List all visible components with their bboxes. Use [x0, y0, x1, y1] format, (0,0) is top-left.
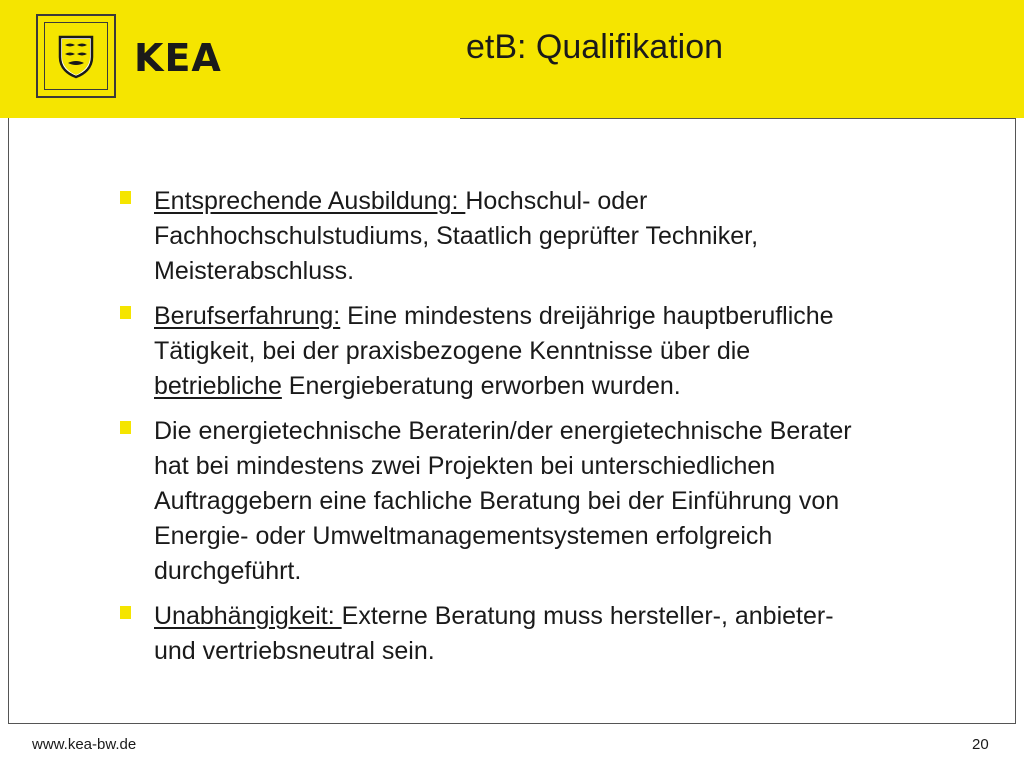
slide-title: etB: Qualifikation [466, 28, 724, 66]
shield-icon [56, 33, 96, 79]
bullet-emphasis: betriebliche [154, 372, 282, 400]
bullet-label: Berufserfahrung: [154, 302, 341, 330]
square-bullet-icon [120, 191, 131, 204]
kea-logo-text: KEA [134, 36, 222, 80]
bullet-label: Unabhängigkeit: [154, 602, 342, 630]
square-bullet-icon [120, 306, 131, 319]
bullet-text: Energieberatung erworben wurden. [281, 372, 681, 400]
bullet-item-ausbildung [116, 184, 876, 289]
bullet-text: Die energietechnische Beraterin/der energietechnische Berater hat bei mindestens zwei Projekten bei unterschiedlichen Auftraggebern eine fachliche Beratung bei der Einführung von Energie- oder Umweltmanagementsystemen erfolgreich durchgeführt. [154, 417, 852, 585]
bullet-text: Hochschul- oder Fachhochschulstudiums, Staatlich geprüfter Techniker, Meisterabschluss. [154, 187, 759, 285]
bullet-item-projekte [116, 414, 876, 589]
bullet-text: Externe Beratung muss hersteller-, anbieter- und vertriebsneutral sein. [154, 602, 834, 665]
footer-url: www.kea-bw.de [32, 736, 137, 753]
square-bullet-icon [120, 421, 131, 434]
bullet-list [116, 184, 876, 679]
square-bullet-icon [120, 606, 131, 619]
page-number: 20 [972, 736, 989, 753]
bullet-item-unabhaengigkeit [116, 599, 876, 669]
bullet-label: Entsprechende Ausbildung: [154, 187, 466, 215]
bullet-item-berufserfahrung [116, 299, 876, 404]
bullet-text: Eine mindestens dreijährige hauptberufliche Tätigkeit, bei der praxisbezogene Kenntnisse über die [154, 302, 834, 365]
header-bar [0, 0, 1024, 118]
coat-of-arms-logo [36, 14, 118, 100]
